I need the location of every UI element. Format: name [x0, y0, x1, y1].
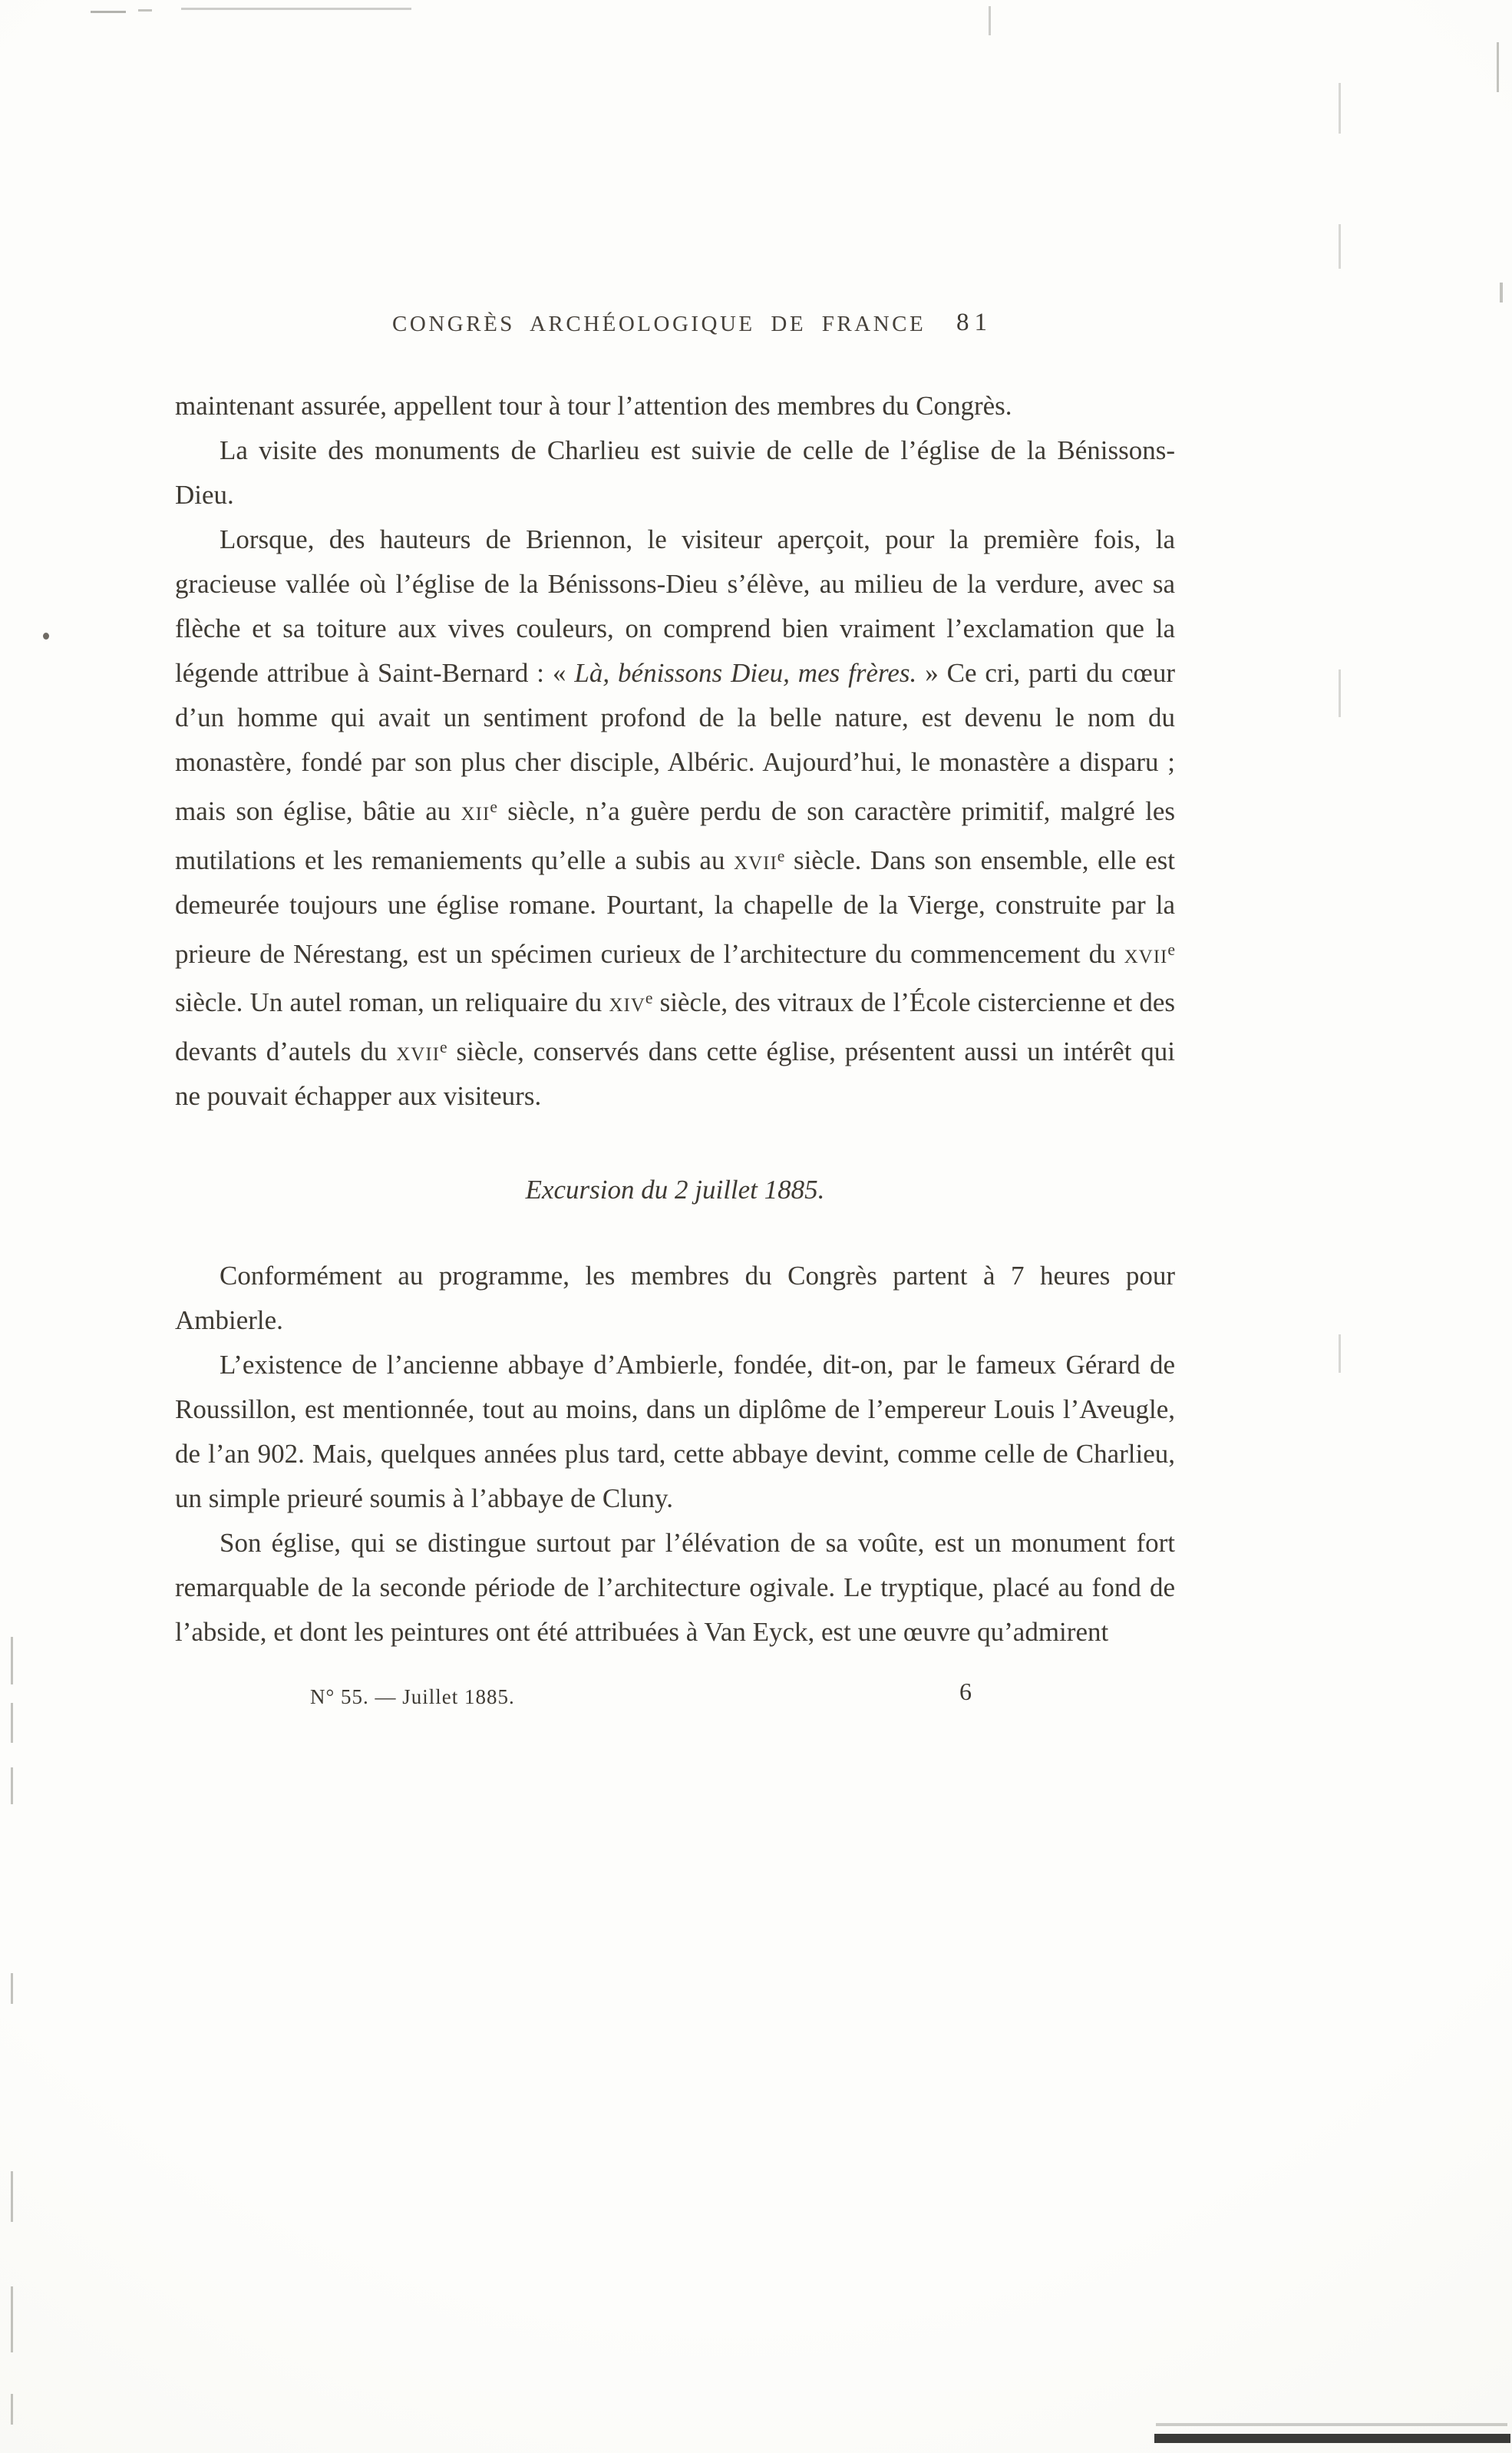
smallcaps-run: xvii — [1124, 938, 1168, 969]
italic-run: Là, bénissons Dieu, mes frères. — [574, 658, 917, 688]
superscript-run: e — [777, 846, 785, 865]
superscript-run: e — [440, 1038, 447, 1056]
running-head — [175, 309, 1175, 358]
scan-artifact-right-edge-tick-2 — [1500, 283, 1503, 302]
text-run: siècle. Un autel roman, un reliquaire du — [175, 987, 609, 1017]
text-run: La visite des monuments de Charlieu est suivie de celle de l’église de la Bénissons-Dieu. — [175, 435, 1175, 510]
text-block — [175, 309, 1175, 1721]
text-run: siècle, n’a guère perdu de son caractère primitif, malgré les mutilations et les remaniements qu’elle a subis au — [175, 795, 1175, 875]
superscript-run: e — [490, 798, 497, 816]
scan-artifact-left-edge-dash-5 — [11, 2171, 13, 2222]
scan-artifact-bottom-rule — [1156, 2423, 1507, 2426]
smallcaps-run: xiv — [609, 987, 645, 1017]
text-run: siècle. Dans son ensemble, elle est demeurée toujours une église romane. Pourtant, la chapelle de la Vierge, construite par la prieure de Nérestang, est un spécimen curieux de l’architecture du commencement du — [175, 845, 1175, 969]
page-footer — [175, 1678, 1175, 1721]
text-run: Son église, qui se distingue surtout par l’élévation de sa voûte, est un monument fort remarquable de la seconde période de l’architecture ogivale. Le tryptique, placé au fond de l’abside, et dont les peintures ont été attribuées à Van Eyck, est une œuvre qu’admirent — [175, 1527, 1175, 1647]
scan-artifact-left-edge-dash-3 — [11, 1767, 13, 1804]
signature-number: 6 — [959, 1677, 972, 1705]
scan-artifact-top-dash-1 — [91, 11, 126, 13]
text-run: siècle, des vitraux de l’École cistercienne et des devants d’autels du — [175, 987, 1175, 1066]
text-run: Lorsque, des hauteurs de Briennon, le visiteur aperçoit, pour la première fois, la gracieuse vallée où l’église de la Bénissons-Dieu s’élève, au milieu de la verdure, avec sa flèche et sa toiture aux vives couleurs, on comprend bien vraiment l’exclamation que la légende attribue à Saint-Bernard : « — [175, 524, 1175, 688]
smallcaps-run: xvii — [396, 1036, 440, 1066]
scan-artifact-top-rule — [181, 8, 411, 10]
smallcaps-run: xii — [461, 795, 490, 826]
scan-artifact-top-tick — [989, 6, 991, 35]
body-paragraph — [175, 1521, 1175, 1655]
scan-artifact-left-dot — [43, 633, 49, 640]
superscript-run: e — [645, 989, 653, 1008]
scan-artifact-left-edge-dash-6 — [11, 2286, 13, 2352]
text-run: siècle, conservés dans cette église, présentent aussi un intérêt qui ne pouvait échapper aux visiteurs. — [175, 1036, 1175, 1111]
scan-artifact-bottom-bar — [1154, 2434, 1510, 2443]
text-run: L’existence de l’ancienne abbaye d’Ambierle, fondée, dit-on, par le fameux Gérard de Roussillon, est mentionnée, tout au moins, dans un diplôme de l’empereur Louis l’Aveugle, de l’an 902. Mais, quelques années plus tard, cette abbaye devint, comme celle de Charlieu, un simple prieuré soumis à l’abbaye de Cluny. — [175, 1349, 1175, 1513]
scan-artifact-right-margin-dash-2 — [1339, 224, 1341, 269]
section-heading: Excursion du 2 juillet 1885. — [525, 1174, 825, 1205]
scan-artifact-left-edge-dash-2 — [11, 1703, 13, 1743]
body-block-1 — [175, 384, 1175, 1119]
text-run: » Ce cri, parti du cœur d’un homme qui avait un sentiment profond de la belle nature, est devenu le nom du monastère, fondé par son plus cher disciple, Albéric. Aujourd’hui, le monastère a disparu ; mais son église, bâtie au — [175, 658, 1175, 826]
scan-artifact-right-margin-dash-4 — [1339, 1334, 1341, 1373]
superscript-run: e — [1167, 940, 1175, 959]
body-block-2 — [175, 1254, 1175, 1655]
body-paragraph — [175, 1343, 1175, 1521]
body-paragraph — [175, 1254, 1175, 1343]
scan-artifact-right-edge-tick-1 — [1497, 42, 1499, 92]
body-paragraph — [175, 517, 1175, 1119]
text-run: Conformément au programme, les membres du Congrès partent à 7 heures pour Ambierle. — [175, 1260, 1175, 1335]
scan-artifact-top-dash-2 — [138, 9, 152, 12]
body-paragraph — [175, 384, 1175, 428]
smallcaps-run: xvii — [734, 845, 777, 875]
body-paragraph — [175, 428, 1175, 517]
scan-artifact-left-edge-dash-4 — [11, 1973, 13, 2004]
text-run: maintenant assurée, appellent tour à tour l’attention des membres du Congrès. — [175, 391, 1012, 421]
scan-artifact-left-edge-dash-7 — [11, 2394, 13, 2425]
scan-artifact-left-edge-dash-1 — [11, 1637, 13, 1684]
scan-artifact-right-margin-dash-3 — [1339, 669, 1341, 717]
scan-artifact-right-margin-dash-1 — [1339, 83, 1341, 134]
page-number: 81 — [956, 309, 992, 336]
running-title: CONGRÈS ARCHÉOLOGIQUE DE FRANCE — [392, 312, 926, 336]
issue-imprint: N° 55. — Juillet 1885. — [310, 1684, 515, 1708]
